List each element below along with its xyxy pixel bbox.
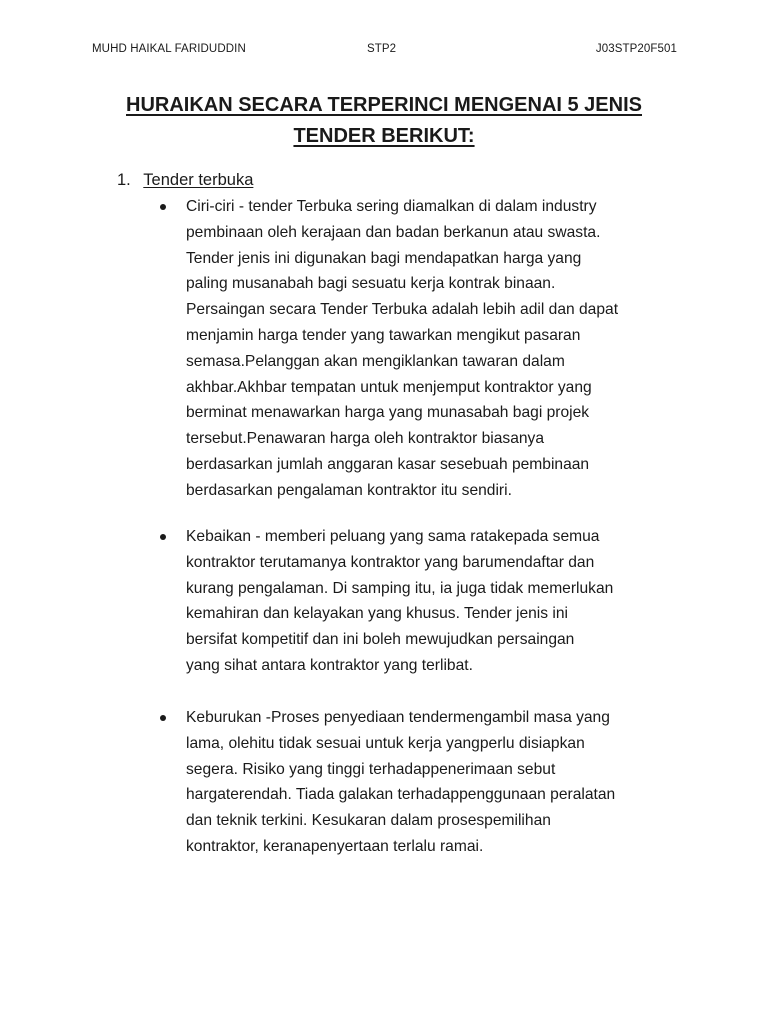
header-class: STP2 xyxy=(367,43,397,55)
text-line: berdasarkan jumlah anggaran kasar sesebuah pembinaan xyxy=(186,455,590,473)
text-line: paling musanabah bagi sesuatu kerja kontrak binaan. xyxy=(186,275,556,293)
bullet-text xyxy=(186,524,680,679)
text-line: kontraktor, keranapenyertaan terlalu ramai. xyxy=(186,837,484,855)
text-line: Ciri-ciri - tender Terbuka sering diamalkan di dalam industry xyxy=(186,198,597,215)
section-number: 1. xyxy=(117,171,131,189)
section-heading xyxy=(117,169,253,191)
text-line: Keburukan -Proses penyediaan tendermengambil masa yang xyxy=(186,709,610,726)
text-line: Tender jenis ini digunakan bagi mendapatkan harga yang xyxy=(186,249,582,267)
text-line: kurang pengalaman. Di samping itu, ia juga tidak memerlukan xyxy=(186,579,614,597)
text-line: akhbar.Akhbar tempatan untuk menjemput kontraktor yang xyxy=(186,378,592,396)
text-line: dan teknik terkini. Kesukaran dalam prosespemilihan xyxy=(186,812,551,830)
bullet-dot-icon xyxy=(160,715,166,721)
bullet-kebaikan xyxy=(160,524,680,679)
text-line: menjamin harga tender yang tawarkan mengikut pasaran xyxy=(186,326,581,344)
bullet-text xyxy=(186,194,680,504)
text-line: kemahiran dan kelayakan yang khusus. Tender jenis ini xyxy=(186,605,568,623)
text-line: berdasarkan pengalaman kontraktor itu sendiri. xyxy=(186,481,512,499)
text-line: lama, olehitu tidak sesuai untuk kerja yangperlu disiapkan xyxy=(186,734,585,752)
text-line: bersifat kompetitif dan ini boleh mewujudkan persaingan xyxy=(186,631,575,649)
text-line: Persaingan secara Tender Terbuka adalah lebih adil dan dapat xyxy=(186,301,619,319)
text-line: yang sihat antara kontraktor yang terlibat. xyxy=(186,656,473,674)
text-line: tersebut.Penawaran harga oleh kontraktor biasanya xyxy=(186,430,545,448)
text-line: berminat menawarkan harga yang munasabah bagi projek xyxy=(186,404,590,422)
bullet-ciri-ciri xyxy=(160,194,680,504)
text-line: pembinaan oleh kerajaan dan badan berkanun atau swasta. xyxy=(186,223,601,241)
title-line-2: TENDER BERIKUT: xyxy=(293,125,475,147)
bullet-text xyxy=(186,705,680,860)
bullet-dot-icon xyxy=(160,204,166,210)
bullet-dot-icon xyxy=(160,534,166,540)
header-student-name: MUHD HAIKAL FARIDUDDIN xyxy=(92,43,246,55)
text-line: hargaterendah. Tiada galakan terhadappenggunaan peralatan xyxy=(186,786,616,804)
header-student-id: J03STP20F501 xyxy=(595,43,677,55)
bullet-keburukan xyxy=(160,705,680,860)
text-line: kontraktor terutamanya kontraktor yang barumendaftar dan xyxy=(186,553,595,571)
section-title: Tender terbuka xyxy=(143,171,254,189)
text-line: Kebaikan - memberi peluang yang sama ratakepada semua xyxy=(186,528,600,545)
text-line: segera. Risiko yang tinggi terhadappenerimaan sebut xyxy=(186,760,556,778)
document-title xyxy=(60,90,708,152)
text-line: semasa.Pelanggan akan mengiklankan tawaran dalam xyxy=(186,352,565,370)
page-header xyxy=(92,43,677,59)
title-line-1: HURAIKAN SECARA TERPERINCI MENGENAI 5 JENIS xyxy=(126,94,642,116)
